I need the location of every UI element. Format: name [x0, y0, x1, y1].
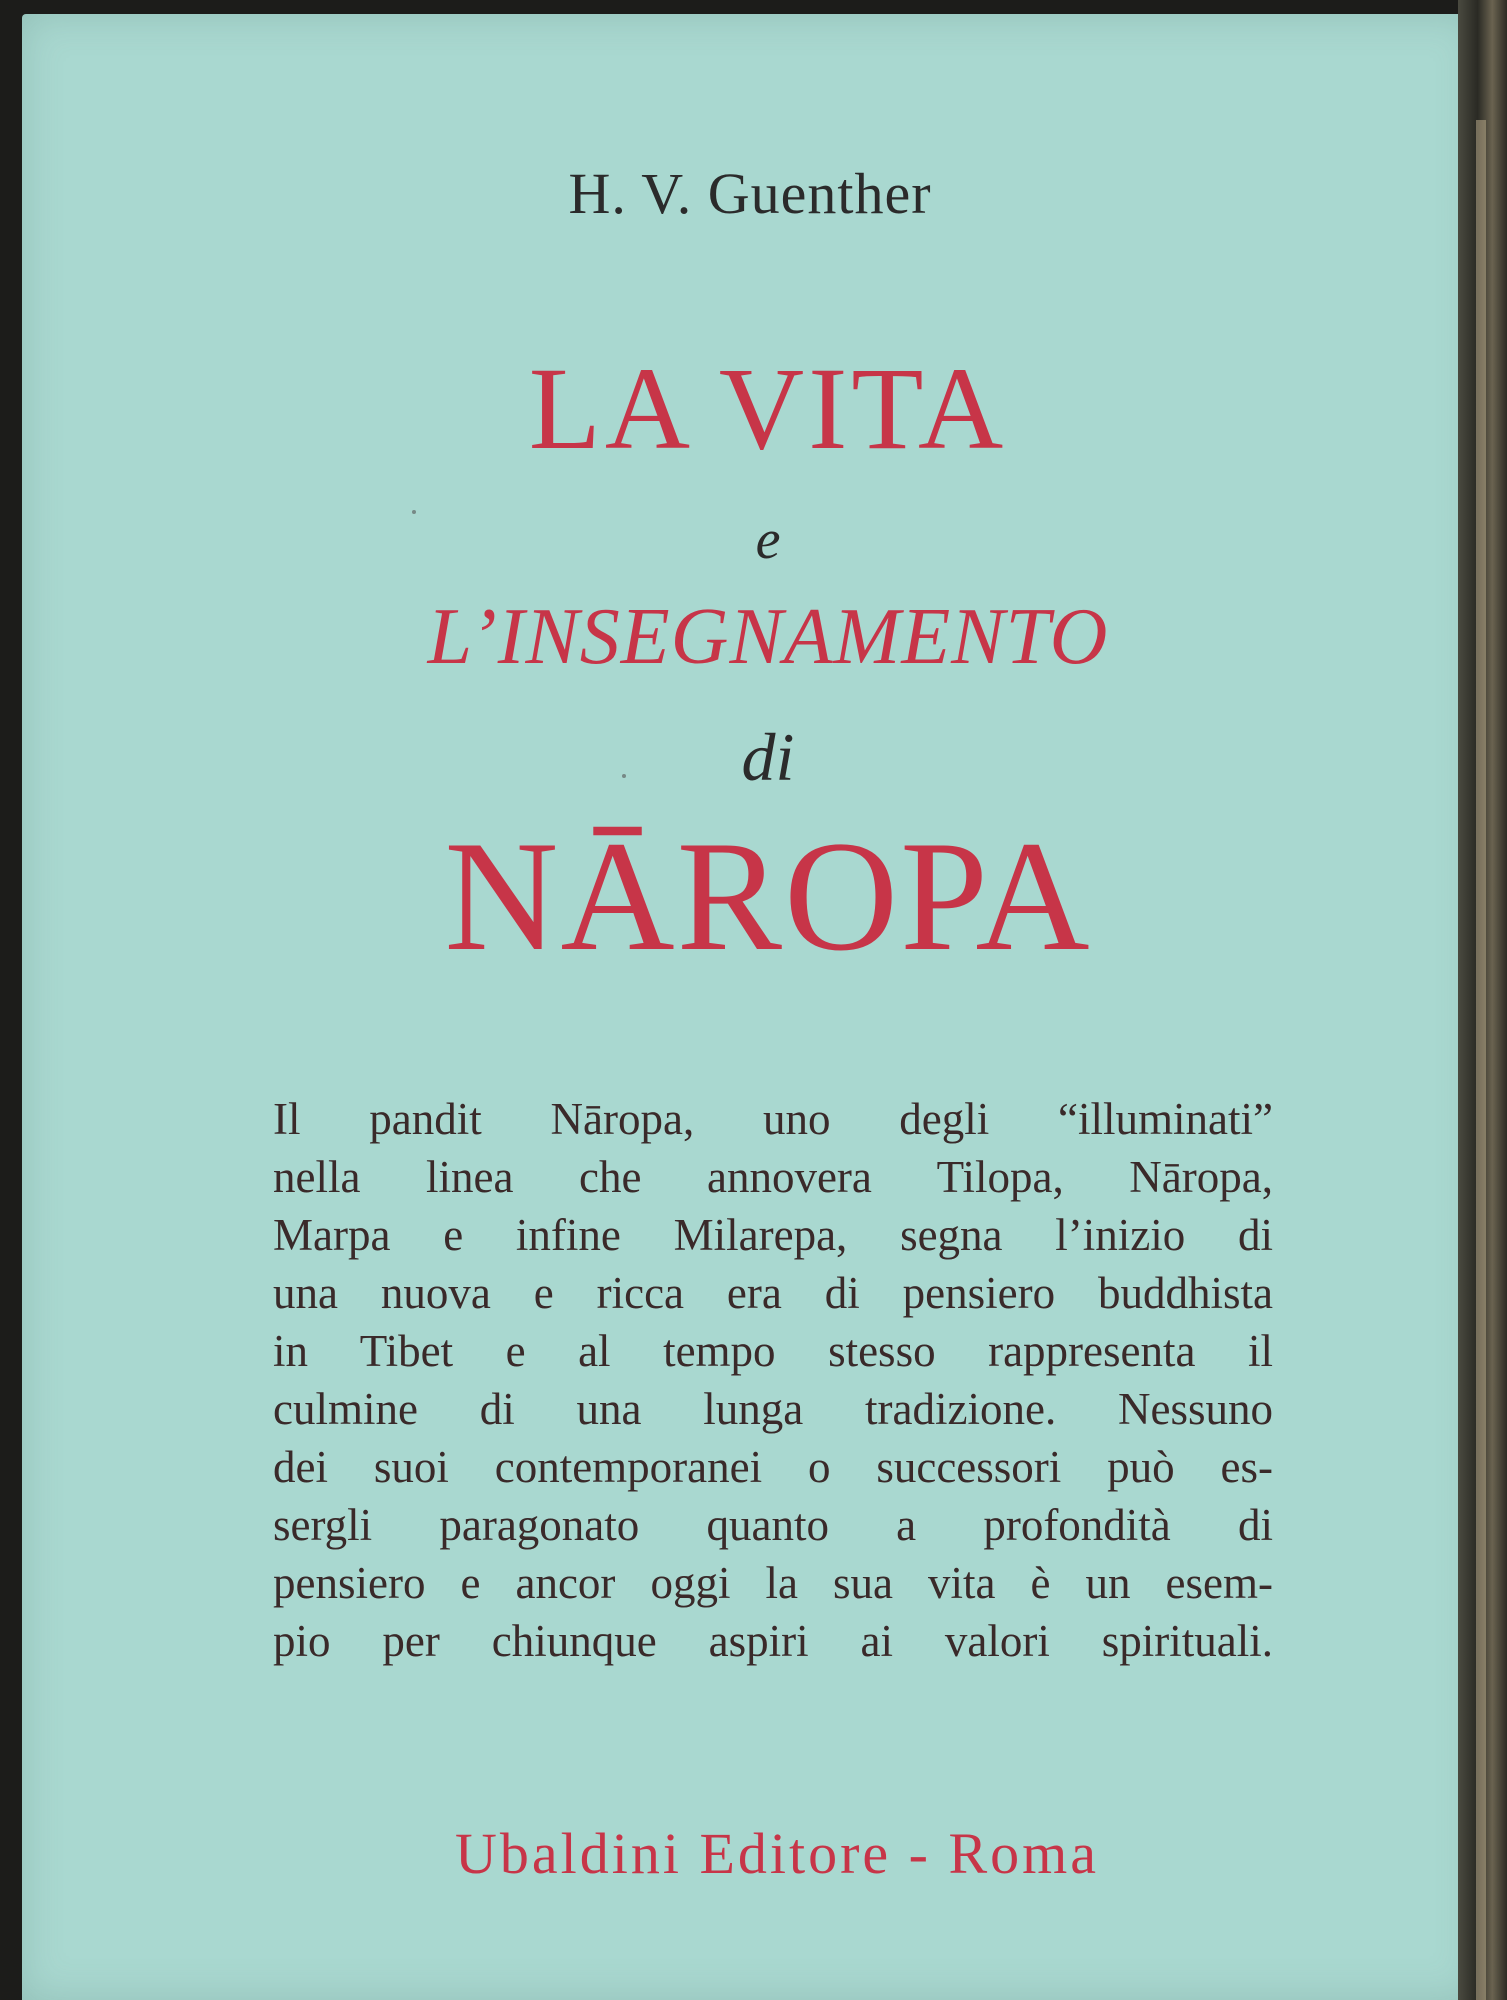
book-spine-edge — [1458, 0, 1507, 2000]
blurb-line: dei suoi contemporanei o successori può es- — [273, 1442, 1273, 1492]
title-conjunction-e: e — [755, 509, 781, 571]
blurb-line: sergli paragonato quanto a profondità di — [273, 1500, 1273, 1550]
cover-blurb — [273, 1090, 1273, 1670]
title-line-naropa: NĀROPA — [444, 809, 1092, 984]
publisher-imprint: Ubaldini Editore - Roma — [454, 1821, 1100, 1886]
blurb-line: in Tibet e al tempo stesso rappresenta il — [273, 1326, 1273, 1376]
author-name: H. V. Guenther — [568, 161, 932, 226]
title-conjunction-di: di — [741, 719, 795, 795]
title-line-la-vita: LA VITA — [528, 343, 1008, 474]
cover-panel — [22, 14, 1477, 2000]
blurb-line: Il pandit Nāropa, uno degli “illuminati” — [273, 1094, 1273, 1144]
title-line-insegnamento: L’INSEGNAMENTO — [427, 593, 1109, 681]
blurb-line: una nuova e ricca era di pensiero buddhista — [273, 1268, 1273, 1318]
blurb-line: pio per chiunque aspiri ai valori spirituali. — [273, 1616, 1273, 1666]
blurb-line: nella linea che annovera Tilopa, Nāropa, — [273, 1152, 1273, 1202]
blurb-line: culmine di una lunga tradizione. Nessuno — [273, 1384, 1273, 1434]
blurb-line: pensiero e ancor oggi la sua vita è un esem- — [273, 1558, 1273, 1608]
blurb-line: Marpa e infine Milarepa, segna l’inizio di — [273, 1210, 1273, 1260]
